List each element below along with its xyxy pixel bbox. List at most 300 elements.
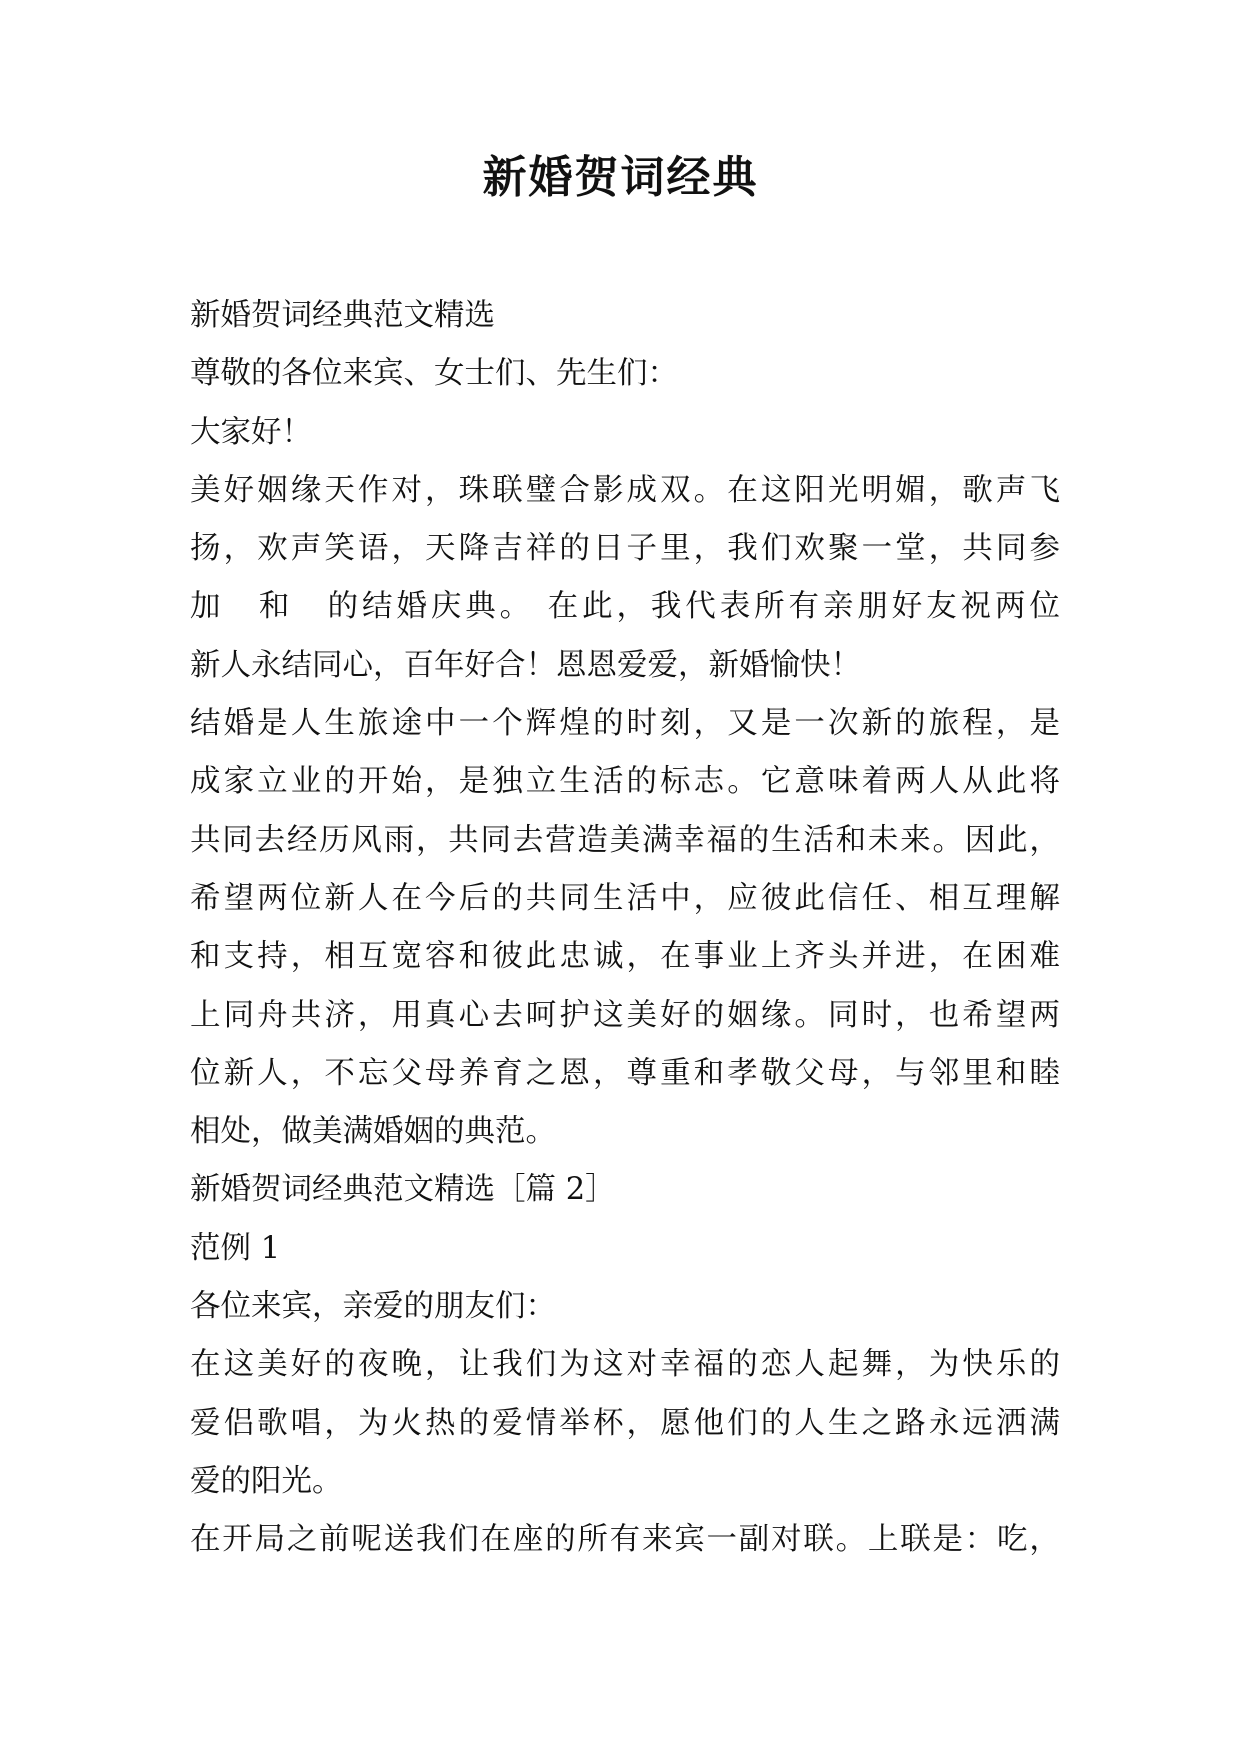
glyph: 生 bbox=[771, 822, 802, 858]
glyph: ， bbox=[391, 531, 422, 567]
glyph: 们 bbox=[760, 531, 792, 567]
glyph: 一 bbox=[458, 706, 490, 742]
glyph: 重 bbox=[660, 1055, 691, 1091]
glyph: 同 bbox=[223, 997, 255, 1033]
glyph: 立 bbox=[525, 764, 557, 800]
glyph: 好 bbox=[223, 472, 255, 508]
paragraph-line: 相处，做美满婚姻的典范。 bbox=[190, 1114, 556, 1150]
glyph: 唱 bbox=[290, 1405, 322, 1441]
glyph: ， bbox=[895, 997, 926, 1033]
glyph: 生 bbox=[324, 706, 355, 742]
paragraph-line: 各位来宾，亲爱的朋友们： bbox=[190, 1289, 556, 1325]
glyph: 舟 bbox=[257, 997, 288, 1033]
paragraph-line: 新婚贺词经典范文精选 bbox=[190, 298, 495, 333]
glyph: ， bbox=[290, 1055, 322, 1091]
glyph: 美 bbox=[257, 1347, 288, 1383]
glyph: 的 bbox=[727, 1347, 758, 1383]
glyph: ， bbox=[425, 764, 456, 800]
glyph: 福 bbox=[706, 822, 737, 858]
glyph: 上 bbox=[190, 997, 221, 1033]
document-title: 新婚贺词经典 bbox=[482, 152, 759, 203]
glyph: 后 bbox=[458, 880, 490, 916]
glyph: 我 bbox=[415, 1522, 447, 1558]
glyph: 福 bbox=[693, 1347, 725, 1383]
glyph: 飞 bbox=[1029, 472, 1060, 508]
glyph: 孝 bbox=[727, 1055, 758, 1091]
glyph: 此 bbox=[582, 589, 613, 625]
glyph: 这 bbox=[223, 1347, 255, 1383]
glyph: 之 bbox=[525, 1055, 557, 1091]
paragraph-line bbox=[190, 578, 1060, 636]
glyph: 满 bbox=[1029, 1405, 1060, 1441]
glyph: 双 bbox=[660, 472, 691, 508]
glyph: 宽 bbox=[391, 939, 422, 975]
glyph: 和 bbox=[258, 589, 290, 625]
glyph: ， bbox=[693, 880, 725, 916]
glyph: 是 bbox=[932, 1522, 963, 1558]
glyph: 缘 bbox=[290, 472, 322, 508]
glyph: 位 bbox=[290, 880, 322, 916]
section-heading: 新婚贺词经典范文精选［篇 2］ bbox=[190, 1172, 616, 1208]
paragraph-line bbox=[190, 1395, 1060, 1453]
glyph: 堂 bbox=[895, 531, 926, 567]
glyph: ， bbox=[290, 939, 322, 975]
glyph: 这 bbox=[592, 997, 624, 1033]
glyph: ， bbox=[928, 472, 960, 508]
glyph: 生 bbox=[827, 1405, 859, 1441]
glyph: 时 bbox=[626, 706, 658, 742]
glyph: 将 bbox=[1029, 764, 1060, 800]
glyph: 此 bbox=[525, 939, 557, 975]
glyph: 未 bbox=[867, 822, 899, 858]
glyph: 此 bbox=[794, 880, 825, 916]
glyph: 。 bbox=[835, 1522, 867, 1558]
glyph: 心 bbox=[458, 997, 490, 1033]
glyph: 的 bbox=[626, 764, 658, 800]
glyph: ， bbox=[1029, 822, 1060, 858]
glyph: 敬 bbox=[760, 1055, 792, 1091]
glyph: 立 bbox=[257, 764, 288, 800]
glyph: 在 bbox=[660, 939, 691, 975]
glyph: 火 bbox=[391, 1405, 422, 1441]
glyph: 生 bbox=[559, 764, 590, 800]
glyph: 中 bbox=[425, 706, 456, 742]
glyph: 是 bbox=[257, 706, 288, 742]
glyph: 降 bbox=[458, 531, 490, 567]
glyph: 举 bbox=[559, 1405, 590, 1441]
glyph: 在 bbox=[391, 880, 422, 916]
paragraph-line bbox=[190, 462, 1060, 520]
glyph: 扬 bbox=[190, 531, 221, 567]
glyph: 又 bbox=[727, 706, 758, 742]
glyph: 对 bbox=[626, 1347, 658, 1383]
glyph: 是 bbox=[458, 764, 490, 800]
paragraph-line bbox=[190, 987, 1060, 1045]
glyph: 标 bbox=[660, 764, 691, 800]
glyph: 们 bbox=[727, 1405, 758, 1441]
glyph: 。 bbox=[932, 822, 963, 858]
glyph: 里 bbox=[962, 1055, 993, 1091]
glyph: 一 bbox=[861, 531, 893, 567]
glyph: 的 bbox=[895, 706, 926, 742]
glyph: 和 bbox=[995, 1055, 1027, 1091]
glyph: 我 bbox=[492, 1347, 523, 1383]
glyph: 位 bbox=[190, 1055, 221, 1091]
glyph: 宾 bbox=[674, 1522, 705, 1558]
glyph: 活 bbox=[626, 880, 658, 916]
glyph: 联 bbox=[900, 1522, 931, 1558]
glyph: 的 bbox=[324, 764, 355, 800]
glyph: 婚 bbox=[396, 589, 427, 625]
glyph: 个 bbox=[492, 706, 523, 742]
glyph: 阳 bbox=[794, 472, 825, 508]
glyph: 时 bbox=[861, 997, 893, 1033]
glyph: ， bbox=[425, 472, 456, 508]
glyph: 相 bbox=[928, 880, 960, 916]
glyph: 邻 bbox=[928, 1055, 960, 1091]
glyph: 一 bbox=[794, 706, 825, 742]
glyph: 次 bbox=[827, 706, 859, 742]
glyph bbox=[293, 578, 324, 636]
glyph: 爱 bbox=[492, 1405, 523, 1441]
glyph: 理 bbox=[995, 880, 1027, 916]
glyph: 祝 bbox=[960, 589, 992, 625]
glyph: 生 bbox=[592, 880, 624, 916]
glyph: 。 bbox=[499, 589, 531, 625]
glyph: 乐 bbox=[995, 1347, 1027, 1383]
glyph: 远 bbox=[962, 1405, 993, 1441]
glyph: 对 bbox=[391, 472, 422, 508]
glyph: 是 bbox=[1029, 706, 1060, 742]
glyph: ， bbox=[626, 939, 658, 975]
glyph: 两 bbox=[257, 880, 288, 916]
glyph: 进 bbox=[895, 939, 926, 975]
glyph: 参 bbox=[1029, 531, 1060, 567]
glyph: 天 bbox=[324, 472, 355, 508]
glyph: 共 bbox=[190, 822, 221, 858]
glyph: 育 bbox=[492, 1055, 523, 1091]
glyph: ， bbox=[592, 1055, 624, 1091]
glyph: ， bbox=[626, 1405, 658, 1441]
glyph: 煌 bbox=[559, 706, 590, 742]
glyph: 共 bbox=[962, 531, 993, 567]
glyph: 的 bbox=[492, 880, 523, 916]
glyph: 愿 bbox=[660, 1405, 691, 1441]
glyph: 造 bbox=[577, 822, 608, 858]
glyph: 互 bbox=[962, 880, 993, 916]
glyph: 的 bbox=[458, 1405, 490, 1441]
glyph: 任 bbox=[861, 880, 893, 916]
glyph: 这 bbox=[592, 1347, 624, 1383]
glyph: 珠 bbox=[458, 472, 490, 508]
glyph: 成 bbox=[626, 472, 658, 508]
glyph: 旅 bbox=[928, 706, 960, 742]
glyph: 的 bbox=[327, 589, 359, 625]
glyph: 光 bbox=[827, 472, 859, 508]
glyph: 互 bbox=[357, 939, 389, 975]
glyph: 独 bbox=[492, 764, 523, 800]
glyph: 结 bbox=[362, 589, 393, 625]
glyph: 头 bbox=[827, 939, 859, 975]
paragraph-line bbox=[190, 1045, 1060, 1103]
glyph: 座 bbox=[512, 1522, 544, 1558]
glyph: 希 bbox=[190, 880, 221, 916]
glyph: 彼 bbox=[760, 880, 792, 916]
glyph bbox=[534, 578, 544, 636]
glyph: 忘 bbox=[357, 1055, 389, 1091]
glyph: 经 bbox=[286, 822, 318, 858]
glyph: 吃 bbox=[997, 1522, 1028, 1558]
glyph: 它 bbox=[760, 764, 792, 800]
glyph: 不 bbox=[324, 1055, 355, 1091]
glyph: 成 bbox=[190, 764, 221, 800]
glyph: 新 bbox=[861, 706, 893, 742]
glyph: 旅 bbox=[357, 706, 389, 742]
glyph: 的 bbox=[1029, 1347, 1060, 1383]
glyph: 家 bbox=[223, 764, 255, 800]
glyph: 人 bbox=[794, 1405, 825, 1441]
paragraph-line bbox=[190, 753, 1060, 811]
glyph: 美 bbox=[626, 997, 658, 1033]
glyph: 舞 bbox=[861, 1347, 893, 1383]
glyph: 快 bbox=[962, 1347, 993, 1383]
glyph: 热 bbox=[425, 1405, 456, 1441]
glyph: 姻 bbox=[727, 997, 758, 1033]
glyph: ， bbox=[616, 589, 647, 625]
glyph: 好 bbox=[891, 589, 923, 625]
glyph: 味 bbox=[827, 764, 859, 800]
glyph: ， bbox=[1029, 1522, 1060, 1558]
glyph: 望 bbox=[995, 997, 1027, 1033]
glyph: 活 bbox=[592, 764, 624, 800]
glyph: 中 bbox=[660, 880, 691, 916]
glyph: 母 bbox=[827, 1055, 859, 1091]
glyph: 吉 bbox=[492, 531, 523, 567]
glyph: 人 bbox=[928, 764, 960, 800]
glyph: 雨 bbox=[383, 822, 415, 858]
glyph: 在 bbox=[727, 472, 758, 508]
glyph: 来 bbox=[641, 1522, 673, 1558]
glyph: 歌 bbox=[962, 472, 993, 508]
glyph: 业 bbox=[290, 764, 322, 800]
glyph: ， bbox=[415, 822, 447, 858]
glyph: 信 bbox=[827, 880, 859, 916]
glyph: 辉 bbox=[525, 706, 557, 742]
glyph: 满 bbox=[641, 822, 673, 858]
glyph: 也 bbox=[928, 997, 960, 1033]
glyph: 父 bbox=[391, 1055, 422, 1091]
glyph: 幸 bbox=[674, 822, 705, 858]
glyph: ， bbox=[425, 1347, 456, 1383]
glyph: 望 bbox=[223, 880, 255, 916]
glyph: 用 bbox=[391, 997, 422, 1033]
glyph: 养 bbox=[458, 1055, 490, 1091]
glyph: 声 bbox=[290, 531, 322, 567]
glyph: 我 bbox=[650, 589, 682, 625]
glyph: 杯 bbox=[592, 1405, 624, 1441]
glyph: 在 bbox=[190, 1522, 221, 1558]
glyph: 恩 bbox=[559, 1055, 590, 1091]
glyph: 璧 bbox=[525, 472, 557, 508]
glyph: 相 bbox=[324, 939, 355, 975]
glyph: 美 bbox=[190, 472, 221, 508]
glyph: 和 bbox=[458, 939, 490, 975]
glyph: 爱 bbox=[190, 1405, 221, 1441]
glyph: ， bbox=[995, 706, 1027, 742]
glyph: 歌 bbox=[257, 1405, 288, 1441]
glyph: 开 bbox=[222, 1522, 253, 1558]
glyph: ， bbox=[895, 1347, 926, 1383]
glyph: 风 bbox=[351, 822, 382, 858]
glyph: 人 bbox=[290, 706, 322, 742]
glyph: 美 bbox=[609, 822, 641, 858]
glyph: 让 bbox=[458, 1347, 490, 1383]
glyph: 们 bbox=[525, 1347, 557, 1383]
glyph: ， bbox=[693, 706, 725, 742]
glyph: 彼 bbox=[492, 939, 523, 975]
glyph: 友 bbox=[926, 589, 957, 625]
glyph: ， bbox=[693, 531, 725, 567]
glyph: 济 bbox=[324, 997, 355, 1033]
glyph: 有 bbox=[609, 1522, 641, 1558]
glyph: 子 bbox=[626, 531, 658, 567]
glyph: 开 bbox=[357, 764, 389, 800]
glyph: 侣 bbox=[223, 1405, 255, 1441]
glyph: 们 bbox=[448, 1522, 479, 1558]
glyph: 来 bbox=[900, 822, 931, 858]
glyph: 。 bbox=[693, 472, 725, 508]
glyph: 程 bbox=[962, 706, 993, 742]
glyph: 的 bbox=[592, 706, 624, 742]
glyph: 今 bbox=[425, 880, 456, 916]
glyph: 典 bbox=[465, 589, 496, 625]
glyph: 营 bbox=[545, 822, 576, 858]
glyph: 上 bbox=[867, 1522, 899, 1558]
glyph: 所 bbox=[577, 1522, 608, 1558]
glyph: 影 bbox=[592, 472, 624, 508]
glyph: 表 bbox=[719, 589, 751, 625]
glyph: 之 bbox=[286, 1522, 318, 1558]
glyph: 历 bbox=[319, 822, 350, 858]
glyph: 合 bbox=[559, 472, 590, 508]
glyph: 朋 bbox=[857, 589, 888, 625]
glyph: 之 bbox=[861, 1405, 893, 1441]
glyph: 容 bbox=[425, 939, 456, 975]
glyph: 联 bbox=[803, 1522, 834, 1558]
glyph: 在 bbox=[480, 1522, 512, 1558]
glyph: 业 bbox=[727, 939, 758, 975]
glyph: 为 bbox=[928, 1347, 960, 1383]
glyph: 局 bbox=[254, 1522, 286, 1558]
glyph: 。 bbox=[727, 764, 758, 800]
glyph: 送 bbox=[383, 1522, 415, 1558]
glyph: 婚 bbox=[223, 706, 255, 742]
glyph: 此 bbox=[997, 822, 1028, 858]
glyph: 齐 bbox=[794, 939, 825, 975]
glyph: 日 bbox=[592, 531, 624, 567]
glyph: 人 bbox=[257, 1055, 288, 1091]
glyph: 两 bbox=[1029, 997, 1060, 1033]
example-label: 范例 1 bbox=[190, 1230, 281, 1266]
paragraph-line bbox=[190, 1511, 1060, 1569]
glyph: ， bbox=[324, 1405, 355, 1441]
glyph: 去 bbox=[254, 822, 286, 858]
glyph: 同 bbox=[995, 531, 1027, 567]
paragraph-line bbox=[190, 695, 1060, 753]
glyph: 刻 bbox=[660, 706, 691, 742]
paragraph-line bbox=[190, 520, 1060, 578]
glyph: 缘 bbox=[760, 997, 792, 1033]
glyph: 新 bbox=[324, 880, 355, 916]
glyph: 晚 bbox=[391, 1347, 422, 1383]
glyph: ， bbox=[861, 1055, 893, 1091]
glyph: 呵 bbox=[525, 997, 557, 1033]
glyph: 对 bbox=[771, 1522, 802, 1558]
glyph: 他 bbox=[693, 1405, 725, 1441]
glyph: 共 bbox=[525, 880, 557, 916]
glyph: 忠 bbox=[559, 939, 590, 975]
glyph: 有 bbox=[788, 589, 820, 625]
glyph: 为 bbox=[559, 1347, 590, 1383]
glyph: 起 bbox=[827, 1347, 859, 1383]
glyph: 解 bbox=[1029, 880, 1060, 916]
glyph: 代 bbox=[685, 589, 716, 625]
glyph: 诚 bbox=[592, 939, 624, 975]
glyph: 在 bbox=[547, 589, 579, 625]
glyph: 在 bbox=[190, 1347, 221, 1383]
glyph: 两 bbox=[994, 589, 1026, 625]
paragraph-line: 爱的阳光。 bbox=[190, 1463, 343, 1499]
glyph: 着 bbox=[861, 764, 893, 800]
glyph: 去 bbox=[492, 997, 523, 1033]
glyph: 里 bbox=[660, 531, 691, 567]
glyph: 恋 bbox=[760, 1347, 792, 1383]
glyph: ， bbox=[928, 531, 960, 567]
glyph: 的 bbox=[760, 1405, 792, 1441]
glyph: ， bbox=[357, 997, 389, 1033]
glyph: 永 bbox=[928, 1405, 960, 1441]
glyph: 欢 bbox=[257, 531, 288, 567]
glyph: 呢 bbox=[351, 1522, 382, 1558]
glyph: 媚 bbox=[895, 472, 926, 508]
glyph: 祥 bbox=[525, 531, 557, 567]
paragraph-line: 大家好！ bbox=[190, 414, 312, 450]
glyph bbox=[224, 578, 255, 636]
glyph: 意 bbox=[794, 764, 825, 800]
glyph: 同 bbox=[559, 880, 590, 916]
glyph: 明 bbox=[861, 472, 893, 508]
glyph: 加 bbox=[190, 589, 221, 625]
glyph: 活 bbox=[803, 822, 834, 858]
glyph: 幸 bbox=[660, 1347, 691, 1383]
glyph: 上 bbox=[760, 939, 792, 975]
glyph: ， bbox=[223, 531, 255, 567]
glyph: 天 bbox=[425, 531, 456, 567]
glyph: 好 bbox=[660, 997, 691, 1033]
glyph: 这 bbox=[760, 472, 792, 508]
document-body bbox=[190, 287, 1060, 1570]
glyph: 困 bbox=[995, 939, 1027, 975]
paragraph-line: 新人永结同心，百年好合！恩恩爱爱，新婚愉快！ bbox=[190, 647, 861, 683]
glyph: 的 bbox=[738, 822, 770, 858]
glyph: 从 bbox=[962, 764, 993, 800]
glyph: 同 bbox=[480, 822, 512, 858]
glyph: 共 bbox=[448, 822, 479, 858]
glyph: 庆 bbox=[430, 589, 462, 625]
glyph: 语 bbox=[357, 531, 389, 567]
glyph: 尊 bbox=[626, 1055, 658, 1091]
glyph: 的 bbox=[324, 1347, 355, 1383]
